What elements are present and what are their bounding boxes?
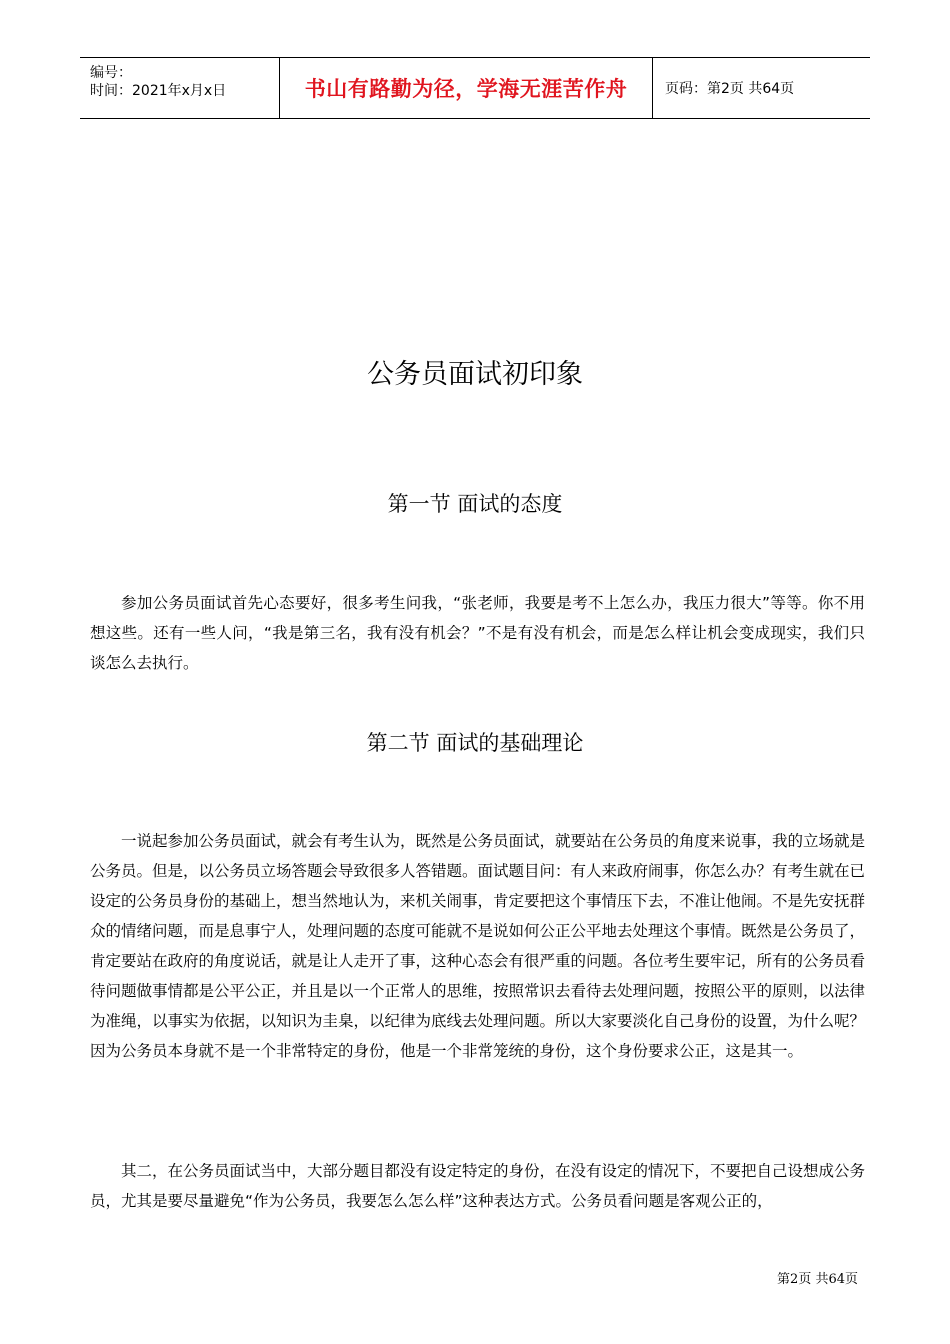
- header-motto: 书山有路勤为径，学海无涯苦作舟: [280, 58, 653, 118]
- document-date: 时间：2021年x月x日: [90, 83, 227, 99]
- document-number-label: 编号：: [90, 65, 132, 81]
- section-heading: 第一节 面试的态度: [387, 492, 563, 516]
- document-title: 公务员面试初印象: [367, 359, 583, 390]
- paragraph: 其二，在公务员面试当中，大部分题目都没有设定特定的身份，在没有设定的情况下，不要把自己设想成公务员，尤其是要尽量避免“作为公务员，我要怎么怎么样”这种表达方式。公务员看问题是客观公正的，: [90, 1162, 866, 1210]
- header-meta: [80, 58, 280, 118]
- page-header: [80, 57, 870, 119]
- paragraph: 参加公务员面试首先心态要好，很多考生问我，“张老师，我要是考不上怎么办，我压力很大”等等。你不用想这些。还有一些人问，“我是第三名，我有没有机会？”不是有没有机会，而是怎么样让机会变成现实，我们只谈怎么去执行。: [90, 594, 865, 672]
- paragraph: 一说起参加公务员面试，就会有考生认为，既然是公务员面试，就要站在公务员的角度来说事，我的立场就是公务员。但是，以公务员立场答题会导致很多人答错题。面试题目问：有人来政府闹事，你怎么办？有考生就在已设定的公务员身份的基础上，想当然地认为，来机关闹事，肯定要把这个事情压下去，不准让他闹。不是先安抚群众的情绪问题，而是息事宁人，处理问题的态度可能就不是说如何公正公平地去处理这个事情。既然是公务员了，肯定要站在政府的角度说话，就是让人走开了事，这种心态会有很严重的问题。各位考生要牢记，所有的公务员看待问题做事情都是公平公正，并且是以一个正常人的思维，按照常识去看待去处理问题，按照公平的原则，以法律为准绳，以事实为依据，以知识为圭臬，以纪律为底线去处理问题。所以大家要淡化自己身份的设置，为什么呢？因为公务员本身就不是一个非常特定的身份，他是一个非常笼统的身份，这个身份要求公正，这是其一。: [90, 832, 866, 1060]
- header-page-number: 页码：第2页 共64页: [665, 81, 795, 97]
- section-heading: 第二节 面试的基础理论: [366, 731, 584, 755]
- page-footer: 第2页 共64页: [777, 1272, 858, 1287]
